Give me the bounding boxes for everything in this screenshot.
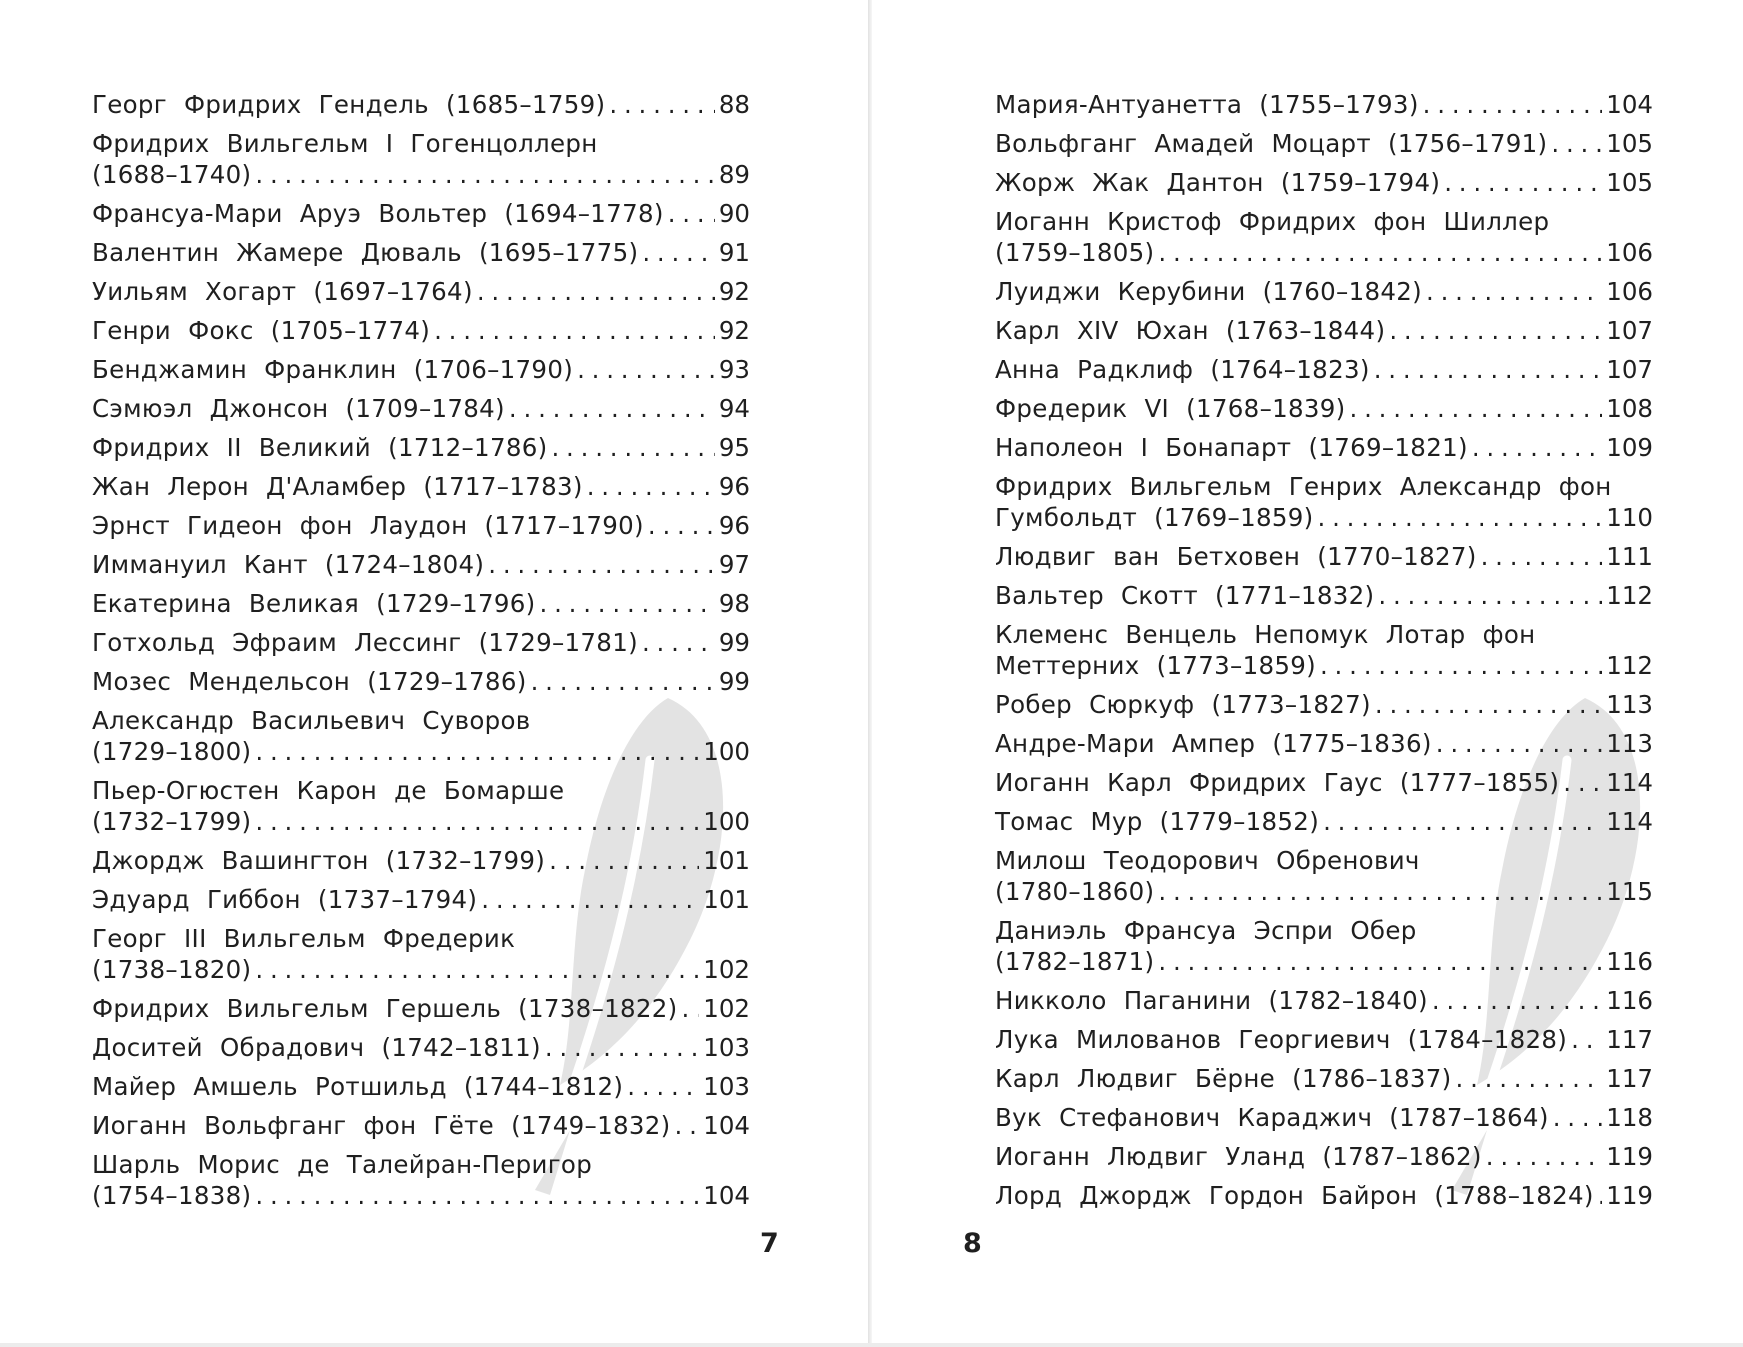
- dot-leader: [577, 354, 715, 385]
- toc-entry: [995, 89, 1653, 120]
- left-page: [0, 0, 868, 1347]
- toc-entry: [995, 1180, 1653, 1211]
- toc-entry: [995, 580, 1653, 611]
- dot-leader: [255, 954, 699, 985]
- dot-leader: [434, 315, 715, 346]
- toc-entry: [995, 806, 1653, 837]
- entry-name: Готхольд Эфраим Лессинг (1729–1781): [92, 628, 638, 657]
- dot-leader: [627, 1071, 699, 1102]
- entry-page-number: 98: [718, 589, 750, 618]
- entry-page-number: 104: [1606, 90, 1653, 119]
- entry-name: Томас Мур (1779–1852): [995, 807, 1320, 836]
- entry-page-number: 119: [1606, 1142, 1653, 1171]
- entry-page-number: 89: [718, 160, 750, 189]
- entry-page-number: 111: [1606, 542, 1653, 571]
- entry-name: Анна Радклиф (1764–1823): [995, 355, 1370, 384]
- entry-page-number: 106: [1606, 238, 1653, 267]
- page-bottom-edge: [0, 1343, 1743, 1347]
- dot-leader: [1436, 728, 1602, 759]
- toc-entry: [995, 167, 1653, 198]
- toc-entry: [92, 1071, 750, 1102]
- toc-entry: [92, 1032, 750, 1063]
- dot-leader: [255, 806, 699, 837]
- entry-page-number: 114: [1606, 807, 1653, 836]
- toc-entry: [995, 541, 1653, 572]
- entry-name: Иоганн Карл Фридрих Гаус (1777–1855): [995, 768, 1560, 797]
- entry-name: Георг III Вильгельм Фредерик: [92, 924, 516, 953]
- dot-leader: [540, 588, 715, 619]
- dot-leader: [255, 159, 714, 190]
- entry-name: Никколо Паганини (1782–1840): [995, 986, 1428, 1015]
- entry-name: Уильям Хогарт (1697–1764): [92, 277, 473, 306]
- toc-entry: [995, 276, 1653, 307]
- entry-name-continued: (1688–1740): [92, 160, 252, 189]
- toc-entry: [92, 923, 750, 985]
- entry-page-number: 109: [1606, 433, 1653, 462]
- dot-leader: [1598, 1180, 1603, 1211]
- entry-name: Фридрих Вильгельм Гершель (1738–1822): [92, 994, 678, 1023]
- dot-leader: [1378, 580, 1602, 611]
- dot-leader: [1374, 354, 1603, 385]
- dot-leader: [1158, 876, 1602, 907]
- entry-name: Франсуа-Мари Аруэ Вольтер (1694–1778): [92, 199, 664, 228]
- entry-name-continued: Меттерних (1773–1859): [995, 651, 1316, 680]
- toc-entry: [995, 206, 1653, 268]
- toc-entry: [995, 985, 1653, 1016]
- toc-entry: [92, 276, 750, 307]
- entry-page-number: 115: [1606, 877, 1653, 906]
- toc-entry: [92, 705, 750, 767]
- entry-page-number: 105: [1606, 168, 1653, 197]
- entry-page-number: 107: [1606, 316, 1653, 345]
- dot-leader: [668, 198, 715, 229]
- entry-page-number: 99: [718, 628, 750, 657]
- dot-leader: [255, 1180, 699, 1211]
- toc-entry: [92, 884, 750, 915]
- entry-name: Георг Фридрих Гендель (1685–1759): [92, 90, 606, 119]
- entry-page-number: 92: [718, 277, 750, 306]
- entry-name: Луиджи Керубини (1760–1842): [995, 277, 1423, 306]
- entry-name-continued: Гумбольдт (1769–1859): [995, 503, 1314, 532]
- toc-entry: [92, 354, 750, 385]
- toc-entry: [92, 89, 750, 120]
- entry-name-continued: (1782–1871): [995, 947, 1155, 976]
- toc-entry: [92, 993, 750, 1024]
- entry-name: Людвиг ван Бетховен (1770–1827): [995, 542, 1477, 571]
- dot-leader: [488, 549, 715, 580]
- toc-entry: [92, 666, 750, 697]
- entry-page-number: 107: [1606, 355, 1653, 384]
- dot-leader: [1456, 1063, 1603, 1094]
- entry-page-number: 116: [1606, 986, 1653, 1015]
- dot-leader: [1481, 541, 1603, 572]
- toc-entry: [995, 128, 1653, 159]
- entry-page-number: 112: [1606, 581, 1653, 610]
- entry-page-number: 103: [703, 1033, 750, 1062]
- toc-entry: [92, 845, 750, 876]
- toc-entry: [995, 1063, 1653, 1094]
- entry-page-number: 110: [1606, 503, 1653, 532]
- dot-leader: [1318, 502, 1603, 533]
- dot-leader: [1571, 1024, 1602, 1055]
- toc-entry: [92, 1110, 750, 1141]
- entry-page-number: 113: [1606, 690, 1653, 719]
- entry-page-number: 117: [1606, 1064, 1653, 1093]
- dot-leader: [642, 627, 715, 658]
- entry-name: Вольфганг Амадей Моцарт (1756–1791): [995, 129, 1548, 158]
- entry-name: Карл XIV Юхан (1763–1844): [995, 316, 1386, 345]
- dot-leader: [1389, 315, 1602, 346]
- toc-list-left: [92, 89, 750, 1219]
- toc-entry: [995, 1024, 1653, 1055]
- entry-name: Генри Фокс (1705–1774): [92, 316, 431, 345]
- dot-leader: [477, 276, 715, 307]
- entry-name: Фредерик VI (1768–1839): [995, 394, 1346, 423]
- entry-page-number: 101: [703, 846, 750, 875]
- entry-name: Шарль Морис де Талейран-Перигор: [92, 1150, 593, 1179]
- entry-name: Лорд Джордж Гордон Байрон (1788–1824): [995, 1181, 1594, 1210]
- entry-page-number: 119: [1606, 1181, 1653, 1210]
- entry-page-number: 97: [718, 550, 750, 579]
- entry-page-number: 113: [1606, 729, 1653, 758]
- toc-entry: [995, 432, 1653, 463]
- entry-page-number: 102: [703, 955, 750, 984]
- entry-page-number: 112: [1606, 651, 1653, 680]
- entry-page-number: 100: [703, 737, 750, 766]
- toc-entry: [92, 775, 750, 837]
- entry-page-number: 93: [718, 355, 750, 384]
- entry-page-number: 92: [718, 316, 750, 345]
- toc-entry: [995, 915, 1653, 977]
- entry-name-continued: (1780–1860): [995, 877, 1155, 906]
- toc-entry: [92, 315, 750, 346]
- entry-page-number: 102: [703, 994, 750, 1023]
- dot-leader: [609, 89, 714, 120]
- toc-entry: [92, 588, 750, 619]
- dot-leader: [545, 1032, 699, 1063]
- entry-name: Мария-Антуанетта (1755–1793): [995, 90, 1419, 119]
- dot-leader: [549, 845, 699, 876]
- dot-leader: [531, 666, 715, 697]
- entry-name-continued: (1732–1799): [92, 807, 252, 836]
- entry-page-number: 94: [718, 394, 750, 423]
- entry-name: Екатерина Великая (1729–1796): [92, 589, 536, 618]
- entry-page-number: 96: [718, 472, 750, 501]
- entry-name: Пьер-Огюстен Карон де Бомарше: [92, 776, 565, 805]
- dot-leader: [1423, 89, 1603, 120]
- toc-entry: [995, 728, 1653, 759]
- entry-name: Робер Сюркуф (1773–1827): [995, 690, 1371, 719]
- toc-entry: [92, 393, 750, 424]
- entry-page-number: 104: [703, 1181, 750, 1210]
- dot-leader: [1426, 276, 1602, 307]
- entry-name: Иоганн Кристоф Фридрих фон Шиллер: [995, 207, 1550, 236]
- entry-page-number: 90: [718, 199, 750, 228]
- entry-name: Иммануил Кант (1724–1804): [92, 550, 485, 579]
- entry-name: Даниэль Франсуа Эспри Обер: [995, 916, 1417, 945]
- dot-leader: [255, 736, 699, 767]
- entry-name: Андре-Мари Ампер (1775–1836): [995, 729, 1432, 758]
- toc-entry: [92, 549, 750, 580]
- dot-leader: [587, 471, 715, 502]
- dot-leader: [682, 993, 700, 1024]
- toc-entry: [92, 510, 750, 541]
- dot-leader: [1444, 167, 1602, 198]
- toc-entry: [92, 128, 750, 190]
- toc-entry: [995, 845, 1653, 907]
- entry-name: Майер Амшель Ротшильд (1744–1812): [92, 1072, 624, 1101]
- entry-name-continued: (1738–1820): [92, 955, 252, 984]
- toc-entry: [92, 471, 750, 502]
- dot-leader: [1486, 1141, 1602, 1172]
- toc-entry: [995, 354, 1653, 385]
- entry-page-number: 91: [718, 238, 750, 267]
- dot-leader: [1375, 689, 1602, 720]
- toc-list-right: [995, 89, 1653, 1219]
- entry-page-number: 114: [1606, 768, 1653, 797]
- dot-leader: [1158, 237, 1602, 268]
- entry-name: Фридрих II Великий (1712–1786): [92, 433, 548, 462]
- entry-name: Александр Васильевич Суворов: [92, 706, 531, 735]
- toc-entry: [995, 393, 1653, 424]
- dot-leader: [1432, 985, 1602, 1016]
- toc-entry: [92, 237, 750, 268]
- entry-page-number: 105: [1606, 129, 1653, 158]
- entry-name: Клеменс Венцель Непомук Лотар фон: [995, 620, 1536, 649]
- right-page: [872, 0, 1743, 1347]
- dot-leader: [1158, 946, 1602, 977]
- entry-name: Иоганн Вольфганг фон Гёте (1749–1832): [92, 1111, 671, 1140]
- toc-entry: [995, 471, 1653, 533]
- entry-name: Мозес Мендельсон (1729–1786): [92, 667, 527, 696]
- toc-entry: [92, 627, 750, 658]
- entry-page-number: 99: [718, 667, 750, 696]
- page-number: 7: [760, 1228, 779, 1259]
- entry-name: Эрнст Гидеон фон Лаудон (1717–1790): [92, 511, 644, 540]
- toc-entry: [995, 315, 1653, 346]
- dot-leader: [648, 510, 715, 541]
- entry-name: Вальтер Скотт (1771–1832): [995, 581, 1375, 610]
- dot-leader: [551, 432, 714, 463]
- dot-leader: [1553, 1102, 1603, 1133]
- entry-name: Жан Лерон Д'Аламбер (1717–1783): [92, 472, 583, 501]
- page-number: 8: [963, 1228, 982, 1259]
- dot-leader: [675, 1110, 700, 1141]
- toc-entry: [995, 619, 1653, 681]
- entry-name: Эдуард Гиббон (1737–1794): [92, 885, 478, 914]
- entry-page-number: 101: [703, 885, 750, 914]
- entry-page-number: 103: [703, 1072, 750, 1101]
- entry-name: Вук Стефанович Караджич (1787–1864): [995, 1103, 1549, 1132]
- entry-name: Иоганн Людвиг Уланд (1787–1862): [995, 1142, 1482, 1171]
- toc-entry: [995, 689, 1653, 720]
- toc-entry: [995, 767, 1653, 798]
- entry-name: Жорж Жак Дантон (1759–1794): [995, 168, 1441, 197]
- dot-leader: [1563, 767, 1602, 798]
- entry-page-number: 117: [1606, 1025, 1653, 1054]
- entry-page-number: 96: [718, 511, 750, 540]
- entry-page-number: 108: [1606, 394, 1653, 423]
- toc-entry: [92, 198, 750, 229]
- entry-name: Карл Людвиг Бёрне (1786–1837): [995, 1064, 1452, 1093]
- dot-leader: [509, 393, 715, 424]
- entry-name: Валентин Жамере Дюваль (1695–1775): [92, 238, 639, 267]
- dot-leader: [1323, 806, 1602, 837]
- entry-name: Наполеон I Бонапарт (1769–1821): [995, 433, 1468, 462]
- entry-name: Джордж Вашингтон (1732–1799): [92, 846, 546, 875]
- toc-entry: [92, 432, 750, 463]
- entry-page-number: 104: [703, 1111, 750, 1140]
- entry-page-number: 118: [1606, 1103, 1653, 1132]
- dot-leader: [1551, 128, 1602, 159]
- entry-name-continued: (1754–1838): [92, 1181, 252, 1210]
- entry-name: Сэмюэл Джонсон (1709–1784): [92, 394, 505, 423]
- dot-leader: [1472, 432, 1602, 463]
- entry-name: Бенджамин Франклин (1706–1790): [92, 355, 574, 384]
- entry-page-number: 100: [703, 807, 750, 836]
- entry-name-continued: (1759–1805): [995, 238, 1155, 267]
- toc-entry: [995, 1102, 1653, 1133]
- dot-leader: [642, 237, 714, 268]
- dot-leader: [481, 884, 699, 915]
- entry-name-continued: (1729–1800): [92, 737, 252, 766]
- entry-page-number: 95: [718, 433, 750, 462]
- entry-name: Лука Милованов Георгиевич (1784–1828): [995, 1025, 1568, 1054]
- entry-name: Доситей Обрадович (1742–1811): [92, 1033, 541, 1062]
- dot-leader: [1350, 393, 1603, 424]
- dot-leader: [1320, 650, 1602, 681]
- entry-name: Фридрих Вильгельм I Гогенцоллерн: [92, 129, 598, 158]
- toc-entry: [995, 1141, 1653, 1172]
- toc-entry: [92, 1149, 750, 1211]
- entry-page-number: 106: [1606, 277, 1653, 306]
- entry-page-number: 88: [718, 90, 750, 119]
- entry-name: Милош Теодорович Обренович: [995, 846, 1420, 875]
- entry-page-number: 116: [1606, 947, 1653, 976]
- entry-name: Фридрих Вильгельм Генрих Александр фон: [995, 472, 1612, 501]
